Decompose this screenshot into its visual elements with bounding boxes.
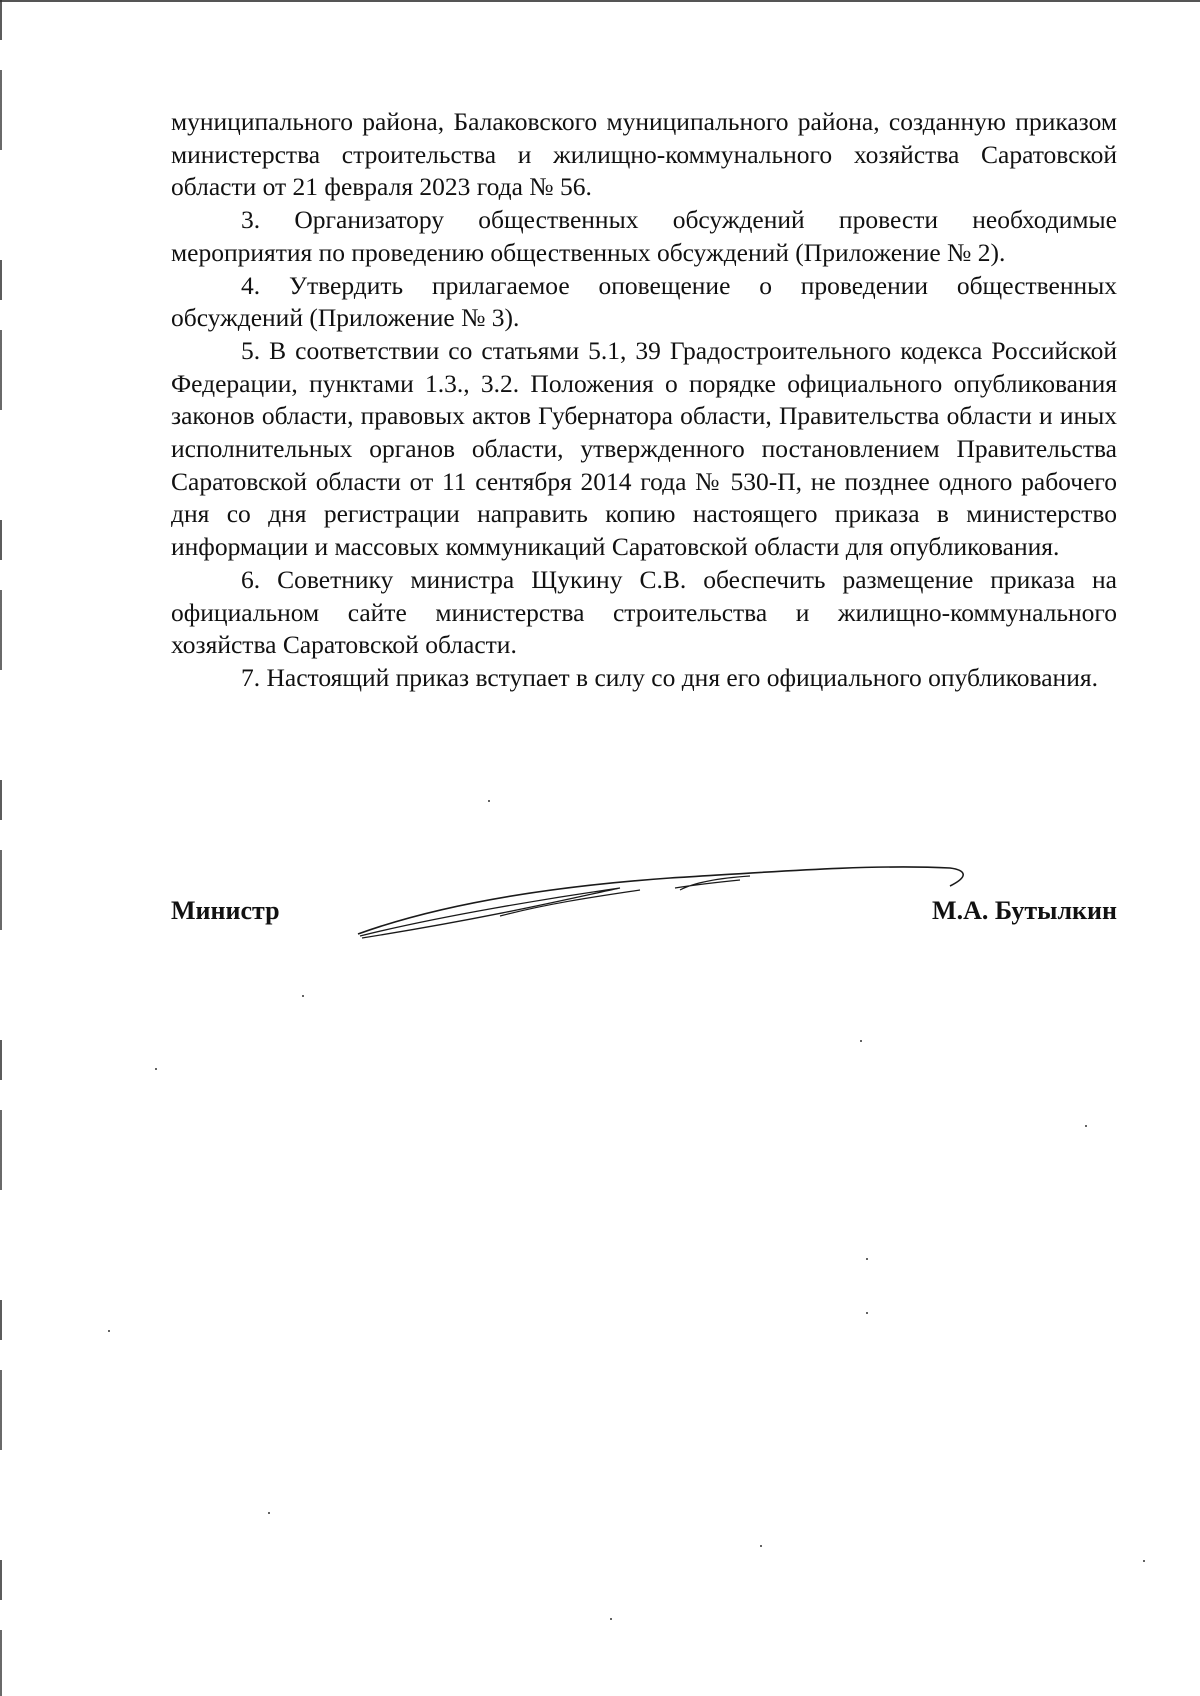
scan-speck	[1085, 1125, 1087, 1127]
scan-speck	[866, 1258, 868, 1260]
document-body	[171, 106, 1117, 695]
scan-speck	[108, 1330, 110, 1332]
scan-speck	[866, 1312, 868, 1314]
scan-speck	[860, 1040, 862, 1042]
signatory-title: Министр	[171, 896, 280, 925]
paragraph-item-5: 5. В соответствии со статьями 5.1, 39 Градостроительного кодекса Российской Федерации, пунктами 1.3., 3.2. Положения о порядке официального опубликования законов области, правовых актов Губернатора области, Правительства области и иных исполнительных органов области, утвержденного постановлением Правительства Саратовской области от 11 сентября 2014 года № 530-П, не позднее одного рабочего дня со дня регистрации направить копию настоящего приказа в министерство информации и массовых коммуникаций Саратовской области для опубликования.	[171, 335, 1117, 562]
scan-speck	[488, 800, 490, 802]
scan-speck	[1143, 1560, 1145, 1562]
paragraph-item-3: 3. Организатору общественных обсуждений провести необходимые мероприятия по проведению общественных обсуждений (Приложение № 2).	[171, 205, 1117, 267]
scan-speck	[155, 1068, 157, 1070]
scan-top-border	[0, 0, 1200, 2]
scan-speck	[610, 1618, 612, 1620]
scan-speck	[302, 995, 304, 997]
paragraph-continuation: муниципального района, Балаковского муниципального района, созданную приказом министерства строительства и жилищно-коммунального хозяйства Саратовской области от 21 февраля 2023 года № 56.	[171, 107, 1117, 202]
scan-left-edge	[0, 0, 2, 1696]
scan-speck	[760, 1545, 762, 1547]
paragraph-item-4: 4. Утвердить прилагаемое оповещение о проведении общественных обсуждений (Приложение № 3).	[171, 270, 1117, 333]
signature-block	[171, 896, 1117, 936]
scan-speck	[268, 1512, 270, 1514]
paragraph-item-6: 6. Советнику министра Щукину С.В. обеспечить размещение приказа на официальном сайте министерства строительства и жилищно-коммунального хозяйства Саратовской области.	[171, 564, 1117, 660]
paragraph-item-7: 7. Настоящий приказ вступает в силу со дня его официального опубликования.	[241, 662, 1098, 692]
signatory-name: М.А. Бутылкин	[932, 896, 1117, 925]
